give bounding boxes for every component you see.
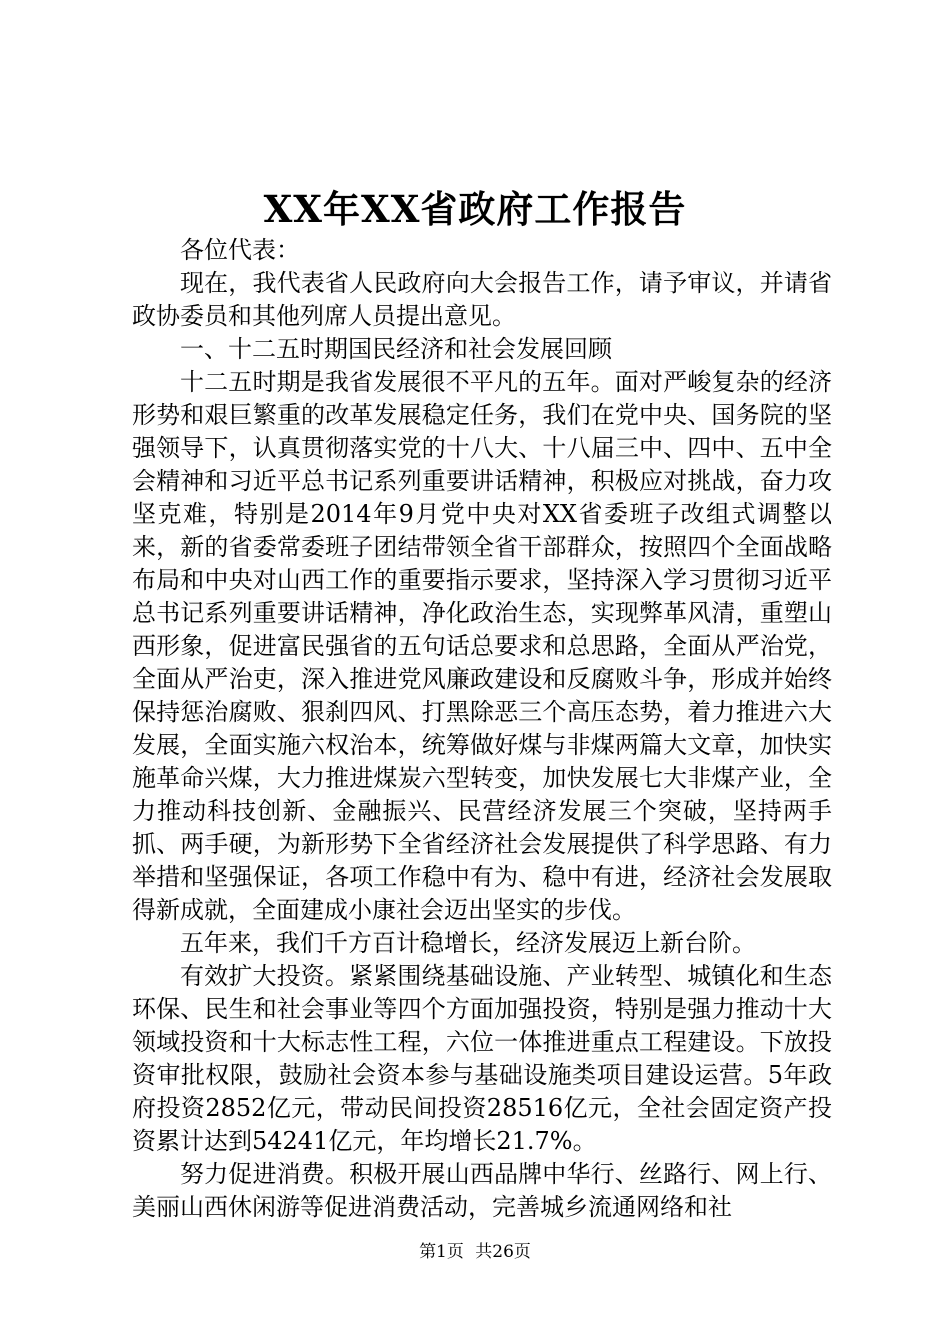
document-body	[132, 234, 832, 1224]
page-number: 第1页	[419, 1242, 464, 1262]
paragraph: 努力促进消费。积极开展山西品牌中华行、丝路行、网上行、美丽山西休闲游等促进消费活动，完善城乡流通网络和社	[132, 1160, 832, 1221]
paragraph: 有效扩大投资。紧紧围绕基础设施、产业转型、城镇化和生态环保、民生和社会事业等四个方面加强投资，特别是强力推动十大领域投资和十大标志性工程，六位一体推进重点工程建设。下放投资审批权限，鼓励社会资本参与基础设施类项目建设运营。5年政府投资2852亿元，带动民间投资28516亿元，全社会固定资产投资累计达到54241亿元，年均增长21.7%。	[132, 962, 832, 1155]
page-footer	[0, 1240, 950, 1264]
paragraph: 现在，我代表省人民政府向大会报告工作，请予审议，并请省政协委员和其他列席人员提出意见。	[132, 269, 832, 330]
paragraph: 十二五时期是我省发展很不平凡的五年。面对严峻复杂的经济形势和艰巨繁重的改革发展稳定任务，我们在党中央、国务院的坚强领导下，认真贯彻落实党的十八大、十八届三中、四中、五中全会精神和习近平总书记系列重要讲话精神，积极应对挑战，奋力攻坚克难，特别是2014年9月党中央对XX省委班子改组式调整以来，新的省委常委班子团结带领全省干部群众，按照四个全面战略布局和中央对山西工作的重要指示要求，坚持深入学习贯彻习近平总书记系列重要讲话精神，净化政治生态，实现弊革风清，重塑山西形象，促进富民强省的五句话总要求和总思路，全面从严治党，全面从严治吏，深入推进党风廉政建设和反腐败斗争，形成并始终保持惩治腐败、狠刹四风、打黑除恶三个高压态势，着力推进六大发展，全面实施六权治本，统筹做好煤与非煤两篇大文章，加快实施革命兴煤，大力推进煤炭六型转变，加快发展七大非煤产业，全力推动科技创新、金融振兴、民营经济发展三个突破，坚持两手抓、两手硬，为新形势下全省经济社会发展提供了科学思路、有力举措和坚强保证，各项工作稳中有为、稳中有进，经济社会发展取得新成就，全面建成小康社会迈出坚实的步伐。	[132, 368, 832, 924]
page-total: 共26页	[475, 1242, 531, 1262]
document-title: XX年XX省政府工作报告	[263, 187, 687, 231]
section-heading: 一、十二五时期国民经济和社会发展回顾	[180, 335, 612, 363]
paragraph: 五年来，我们千方百计稳增长，经济发展迈上新台阶。	[180, 929, 756, 957]
paragraph: 各位代表：	[180, 236, 300, 264]
